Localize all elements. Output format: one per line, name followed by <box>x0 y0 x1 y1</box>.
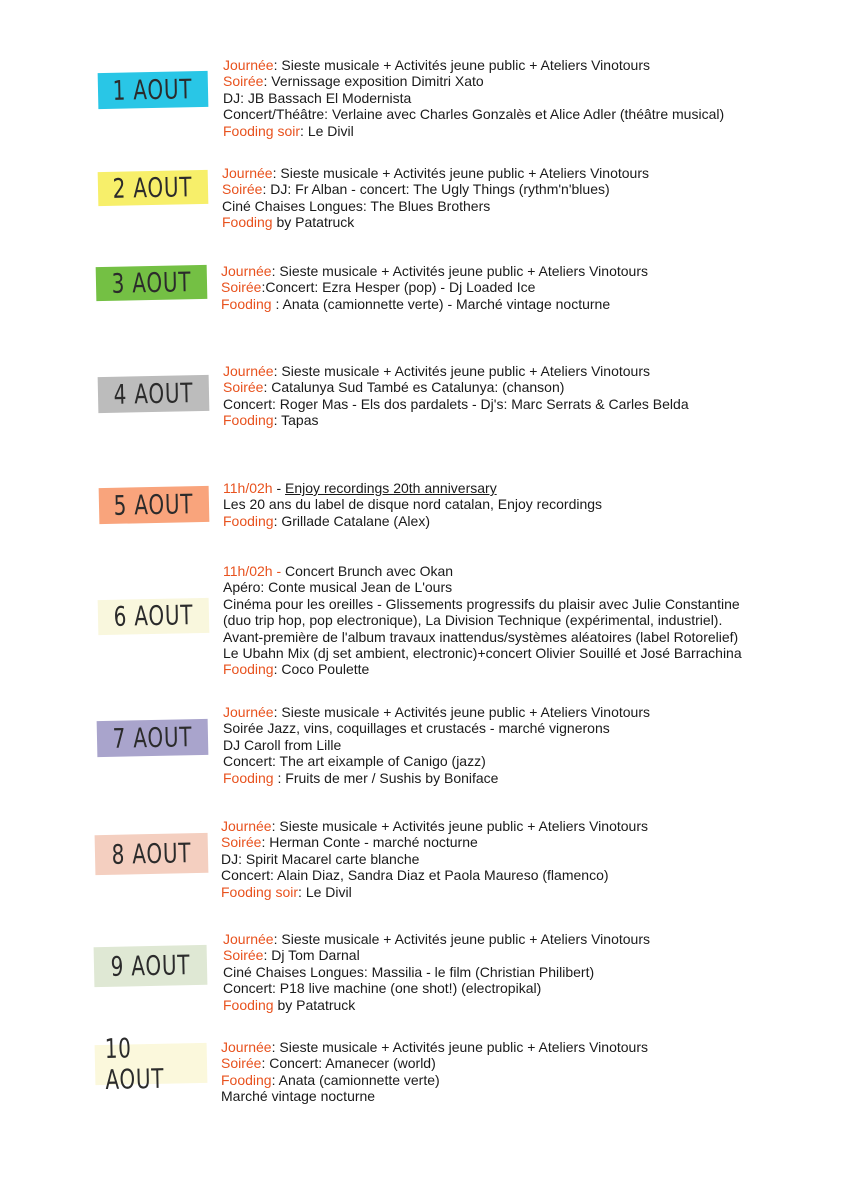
program-text <box>221 263 648 312</box>
program-text <box>222 165 649 231</box>
line-text: : Fruits de mer / Sushis by Boniface <box>277 769 499 786</box>
line-label: Journée <box>223 57 274 73</box>
date-tag <box>94 945 208 987</box>
date-label: 7 AOUT <box>112 721 193 755</box>
line-label: Fooding <box>223 661 274 678</box>
date-tag <box>98 598 210 635</box>
line-text: Concert Brunch avec Okan <box>285 563 454 579</box>
line-text: : Dj Tom Darnal <box>263 947 360 964</box>
line-text: Concert: Alain Diaz, Sandra Diaz et Paola Maureso (flamenco) <box>221 867 609 884</box>
line-label: Fooding <box>222 214 273 231</box>
line-text: by Patatruck <box>272 214 355 231</box>
date-label: 4 AOUT <box>113 377 194 411</box>
date-tag <box>98 71 209 109</box>
date-label: 5 AOUT <box>113 488 195 522</box>
line-label: Fooding <box>223 412 274 429</box>
date-label: 2 AOUT <box>112 171 194 205</box>
line-text: Concert: P18 live machine (one shot!) (electropikal) <box>223 980 542 997</box>
program-text <box>223 563 742 678</box>
event-link: Enjoy recordings 20th anniversary <box>285 480 497 496</box>
line-label: Journée <box>221 818 272 834</box>
line-text: : Coco Poulette <box>273 661 370 678</box>
line-text: : Herman Conte - marché nocturne <box>261 834 478 851</box>
program-text <box>223 931 650 1013</box>
program-text <box>221 818 648 900</box>
line-label: Fooding <box>223 769 278 786</box>
line-label: 11h/02h <box>223 480 273 496</box>
line-text: : Vernissage exposition Dimitri Xato <box>263 73 484 90</box>
line-label: Soirée <box>221 834 262 851</box>
line-label: Journée <box>223 931 274 947</box>
line-text: Concert: Roger Mas - Els dos pardalets - Dj's: Marc Serrats & Carles Belda <box>223 395 689 412</box>
line-label: Journée <box>223 363 274 379</box>
line-text: : Concert: Amanecer (world) <box>261 1055 436 1072</box>
program-text <box>223 363 689 429</box>
line-text: by Patatruck <box>273 996 356 1013</box>
date-tag <box>98 375 210 413</box>
line-label: Soirée <box>223 947 264 964</box>
line-label: Journée <box>223 704 274 720</box>
line-text: Soirée Jazz, vins, coquillages et crustacés - marché vignerons <box>223 720 610 737</box>
line-text: : Catalunya Sud També es Catalunya: (chanson) <box>263 379 565 396</box>
date-tag <box>95 833 209 875</box>
line-text: Avant-première de l'album travaux inattendus/systèmes aléatoires (label Rotorelief) <box>223 628 739 645</box>
line-text: : Le Divil <box>300 122 354 139</box>
date-tag <box>95 1033 208 1096</box>
date-label: 10 AOUT <box>104 1033 165 1096</box>
line-text: : Sieste musicale + Activités jeune public + Ateliers Vinotours <box>273 57 650 73</box>
line-label: Soirée <box>222 181 263 198</box>
date-label: 1 AOUT <box>112 73 194 107</box>
line-text: : Sieste musicale + Activités jeune public + Ateliers Vinotours <box>273 363 650 379</box>
line-text: Ciné Chaises Longues: The Blues Brothers <box>222 197 491 214</box>
line-text: Le Ubahn Mix (dj set ambient, electronic)+concert Olivier Souillé et José Barrachina <box>223 645 742 662</box>
date-tag <box>98 170 209 206</box>
line-text: - <box>272 480 286 496</box>
line-label: Journée <box>221 1039 272 1055</box>
date-tag <box>97 719 209 757</box>
line-text: :Concert: Ezra Hesper (pop) - Dj Loaded Ice <box>261 279 536 296</box>
line-text: Les 20 ans du label de disque nord catalan, Enjoy recordings <box>223 496 603 513</box>
line-label: Soirée <box>221 1055 262 1072</box>
line-text: DJ: Spirit Macarel carte blanche <box>221 850 420 867</box>
line-label: Fooding <box>223 512 274 529</box>
line-text: Concert/Théâtre: Verlaine avec Charles Gonzalès et Alice Adler (théâtre musical) <box>223 106 725 123</box>
line-text: (duo trip hop, pop electronique), La Division Technique (expérimental, industriel). <box>223 612 723 629</box>
line-text: Ciné Chaises Longues: Massilia - le film (Christian Philibert) <box>223 963 595 980</box>
line-label: Journée <box>221 263 272 279</box>
line-label: 11h/02h - <box>223 563 286 579</box>
line-text: : Grillade Catalane (Alex) <box>273 512 430 529</box>
line-text: : DJ: Fr Alban - concert: The Ugly Things (rythm'n'blues) <box>262 181 610 198</box>
line-label: Fooding <box>221 295 276 312</box>
line-text: : Sieste musicale + Activités jeune public + Ateliers Vinotours <box>271 263 648 279</box>
line-text: Cinéma pour les oreilles - Glissements progressifs du plaisir avec Julie Constantine <box>223 595 740 612</box>
line-text: DJ Caroll from Lille <box>223 736 342 753</box>
line-text: : Anata (camionnette verte) <box>271 1071 440 1088</box>
date-label: 9 AOUT <box>110 949 191 983</box>
date-label: 3 AOUT <box>111 266 192 300</box>
program-text <box>223 480 602 529</box>
date-label: 8 AOUT <box>111 837 192 871</box>
line-text: : Tapas <box>273 412 319 429</box>
line-label: Soirée <box>221 279 262 296</box>
line-label: Fooding soir <box>223 122 301 139</box>
program-text <box>221 1039 648 1105</box>
line-text: : Le Divil <box>298 883 352 900</box>
line-text: : Sieste musicale + Activités jeune public + Ateliers Vinotours <box>273 931 650 947</box>
line-text: : Sieste musicale + Activités jeune public + Ateliers Vinotours <box>273 704 650 720</box>
line-label: Fooding soir <box>221 883 299 900</box>
line-label: Journée <box>222 165 273 181</box>
program-text <box>223 704 650 786</box>
line-text: : Sieste musicale + Activités jeune public + Ateliers Vinotours <box>271 818 648 834</box>
line-text: : Sieste musicale + Activités jeune public + Ateliers Vinotours <box>271 1039 648 1055</box>
date-tag <box>99 486 210 524</box>
line-text: : Sieste musicale + Activités jeune public + Ateliers Vinotours <box>272 165 649 181</box>
line-text: Marché vintage nocturne <box>221 1088 376 1105</box>
line-label: Soirée <box>223 73 264 90</box>
line-text: DJ: JB Bassach El Modernista <box>223 89 412 106</box>
program-text <box>223 57 724 139</box>
line-label: Fooding <box>223 996 274 1013</box>
line-text: : Anata (camionnette verte) - Marché vintage nocturne <box>275 295 611 312</box>
date-label: 6 AOUT <box>113 600 194 633</box>
date-tag <box>96 265 208 301</box>
line-label: Fooding <box>221 1071 272 1088</box>
line-text: Concert: The art eixample of Canigo (jazz) <box>223 753 486 770</box>
line-label: Soirée <box>223 379 264 396</box>
line-text: Apéro: Conte musical Jean de L'ours <box>223 579 453 596</box>
